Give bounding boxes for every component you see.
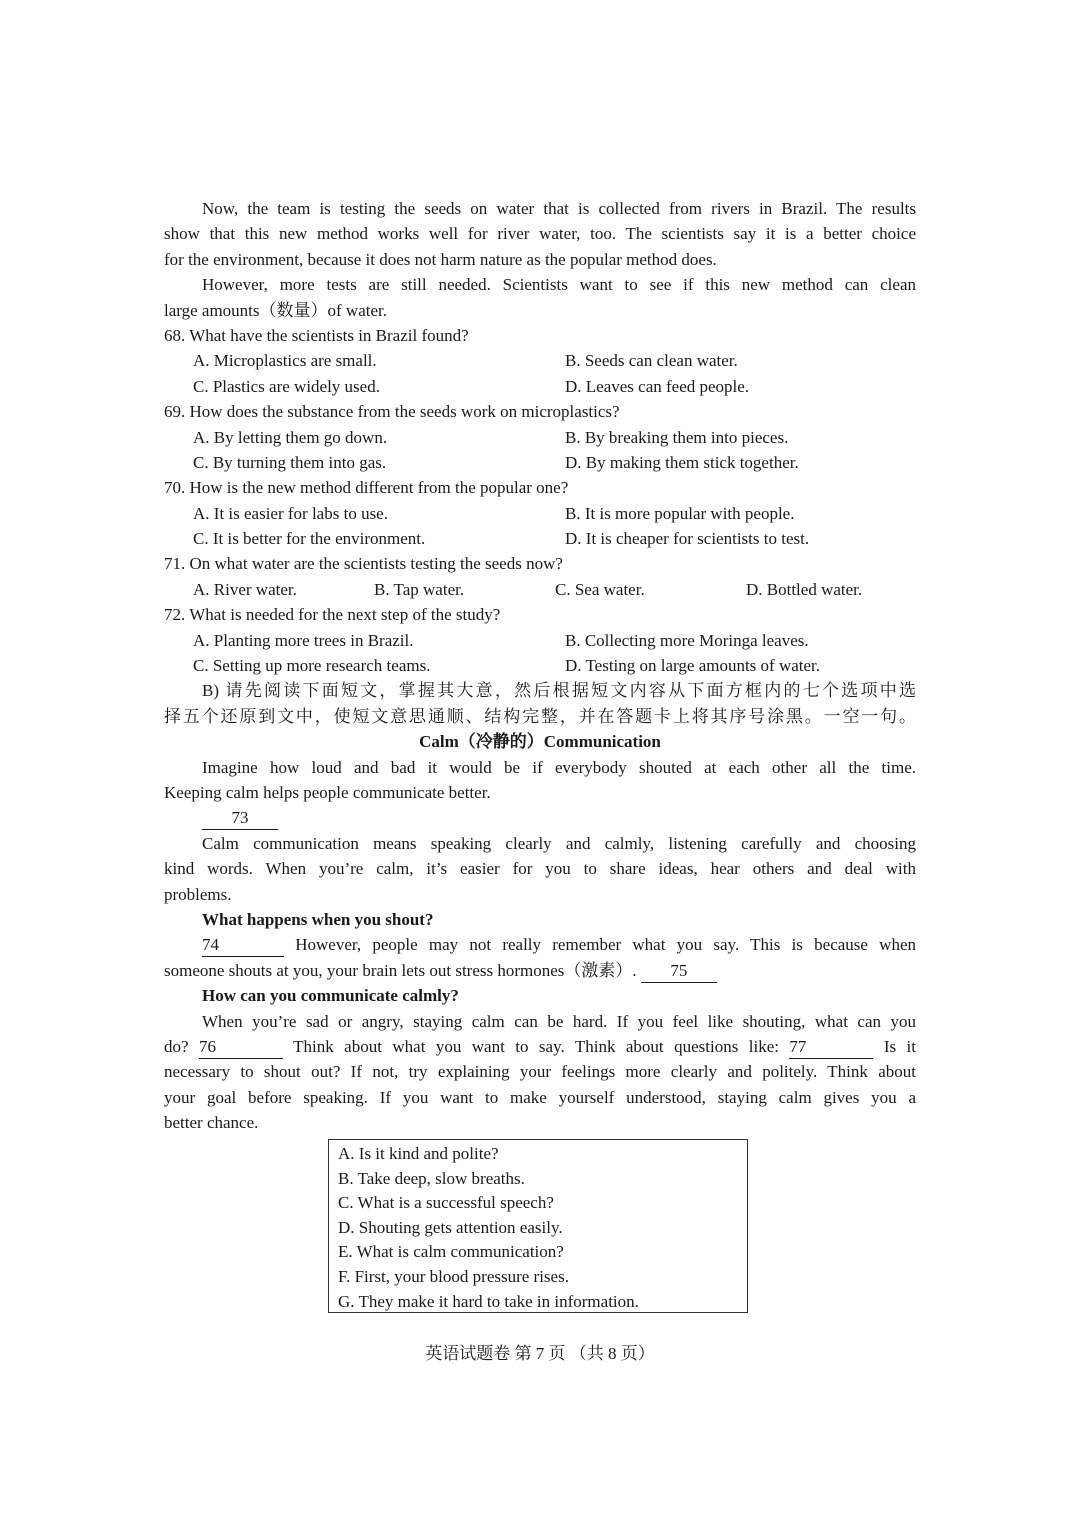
passage-line: Calm communication means speaking clearly and calmly, listening carefully and choosing (202, 833, 916, 853)
choice-item: G. They make it hard to take in information. (338, 1291, 639, 1311)
subheading: How can you communicate calmly? (202, 986, 459, 1006)
passage-text: Is it (883, 1036, 917, 1056)
option: C. By turning them into gas. (193, 452, 387, 472)
option: B. Collecting more Moringa leaves. (565, 630, 809, 650)
option-row (164, 425, 916, 450)
subheading: What happens when you shout? (202, 909, 434, 929)
option: D. Leaves can feed people. (565, 376, 750, 396)
passage-line: necessary to shout out? If not, try explaining your feelings more clearly and politely. Think about (164, 1062, 916, 1082)
passage-text: However, people may not really remember what you say. This is because when (295, 935, 916, 955)
option: C. Plastics are widely used. (193, 376, 380, 396)
option-row (164, 348, 916, 373)
passage-line (164, 932, 916, 957)
option: D. It is cheaper for scientists to test. (565, 529, 810, 549)
choice-item: E. What is calm communication? (338, 1242, 564, 1262)
choice-item: A. Is it kind and polite? (338, 1144, 499, 1163)
option: C. Sea water. (555, 579, 645, 599)
passage-line: Now, the team is testing the seeds on water that is collected from rivers in Brazil. The results (202, 199, 916, 218)
passage-line: However, more tests are still needed. Scientists want to see if this new method can clean (202, 275, 916, 295)
blank-77[interactable]: 77 (789, 1037, 873, 1059)
option: A. Microplastics are small. (193, 351, 377, 371)
blank-73[interactable]: 73 (202, 808, 278, 830)
option: B. Seeds can clean water. (565, 351, 738, 371)
passage-text: do? (164, 1036, 189, 1056)
option: A. It is easier for labs to use. (193, 503, 388, 523)
passage-line: kind words. When you’re calm, it’s easier for you to share ideas, hear others and deal with (164, 859, 916, 879)
question-stem: 69. How does the substance from the seeds work on microplastics? (164, 402, 620, 422)
page-footer: 英语试题卷 第 7 页 （共 8 页） (425, 1344, 655, 1363)
question-stem: 70. How is the new method different from the popular one? (164, 478, 569, 498)
passage-line: Imagine how loud and bad it would be if everybody shouted at each other all the time. (202, 757, 916, 777)
option: A. By letting them go down. (193, 427, 388, 447)
question-stem: 68. What have the scientists in Brazil found? (164, 325, 469, 345)
option: C. It is better for the environment. (193, 529, 426, 549)
passage-text: someone shouts at you, your brain lets out stress hormones（激素）. (164, 960, 637, 980)
question-stem: 71. On what water are the scientists testing the seeds now? (164, 554, 563, 574)
passage-line: show that this new method works well for river water, too. The scientists say it is a better choice (164, 224, 916, 244)
passage-line (164, 958, 916, 983)
section-instructions: B) 请先阅读下面短文，掌握其大意，然后根据短文内容从下面方框内的七个选项中选 (202, 681, 916, 701)
option-row (164, 450, 916, 475)
blank-76[interactable]: 76 (199, 1037, 283, 1059)
choice-item: B. Take deep, slow breaths. (338, 1168, 525, 1188)
passage-line: for the environment, because it does not harm nature as the popular method does. (164, 249, 717, 269)
choice-item: F. First, your blood pressure rises. (338, 1266, 569, 1286)
passage-line: When you’re sad or angry, staying calm can be hard. If you feel like shouting, what can you (202, 1011, 916, 1031)
option: B. It is more popular with people. (565, 503, 795, 523)
passage-line: Keeping calm helps people communicate better. (164, 782, 491, 802)
passage-line: better chance. (164, 1113, 259, 1133)
option: D. Testing on large amounts of water. (565, 656, 821, 676)
choices-box (328, 1139, 748, 1313)
blank-74[interactable]: 74 (202, 935, 284, 957)
choice-item: D. Shouting gets attention easily. (338, 1217, 563, 1237)
option: B. Tap water. (374, 579, 465, 599)
option-row (164, 501, 916, 526)
passage-title: Calm（冷静的）Communication (419, 732, 661, 752)
passage-line: your goal before speaking. If you want to make yourself understood, staying calm gives you a (164, 1087, 916, 1107)
blank-line (164, 805, 916, 830)
passage-line: problems. (164, 884, 232, 904)
option: A. River water. (193, 579, 297, 599)
option-row (164, 374, 916, 399)
option-row (164, 577, 916, 602)
option: C. Setting up more research teams. (193, 656, 431, 676)
exam-page-body (164, 196, 916, 1135)
passage-line (164, 1034, 916, 1059)
option: D. Bottled water. (746, 579, 863, 599)
option: B. By breaking them into pieces. (565, 427, 789, 447)
blank-75[interactable]: 75 (641, 961, 717, 983)
option-row (164, 628, 916, 653)
passage-line: large amounts（数量）of water. (164, 300, 388, 320)
passage-text: Think about what you want to say. Think about questions like: (293, 1036, 779, 1056)
option: D. By making them stick together. (565, 452, 799, 472)
option-row (164, 653, 916, 678)
section-instructions: 择五个还原到文中，使短文意思通顺、结构完整，并在答题卡上将其序号涂黑。一空一句。 (164, 706, 916, 726)
choice-item: C. What is a successful speech? (338, 1193, 554, 1213)
question-stem: 72. What is needed for the next step of the study? (164, 605, 501, 625)
option-row (164, 526, 916, 551)
option: A. Planting more trees in Brazil. (193, 630, 414, 650)
